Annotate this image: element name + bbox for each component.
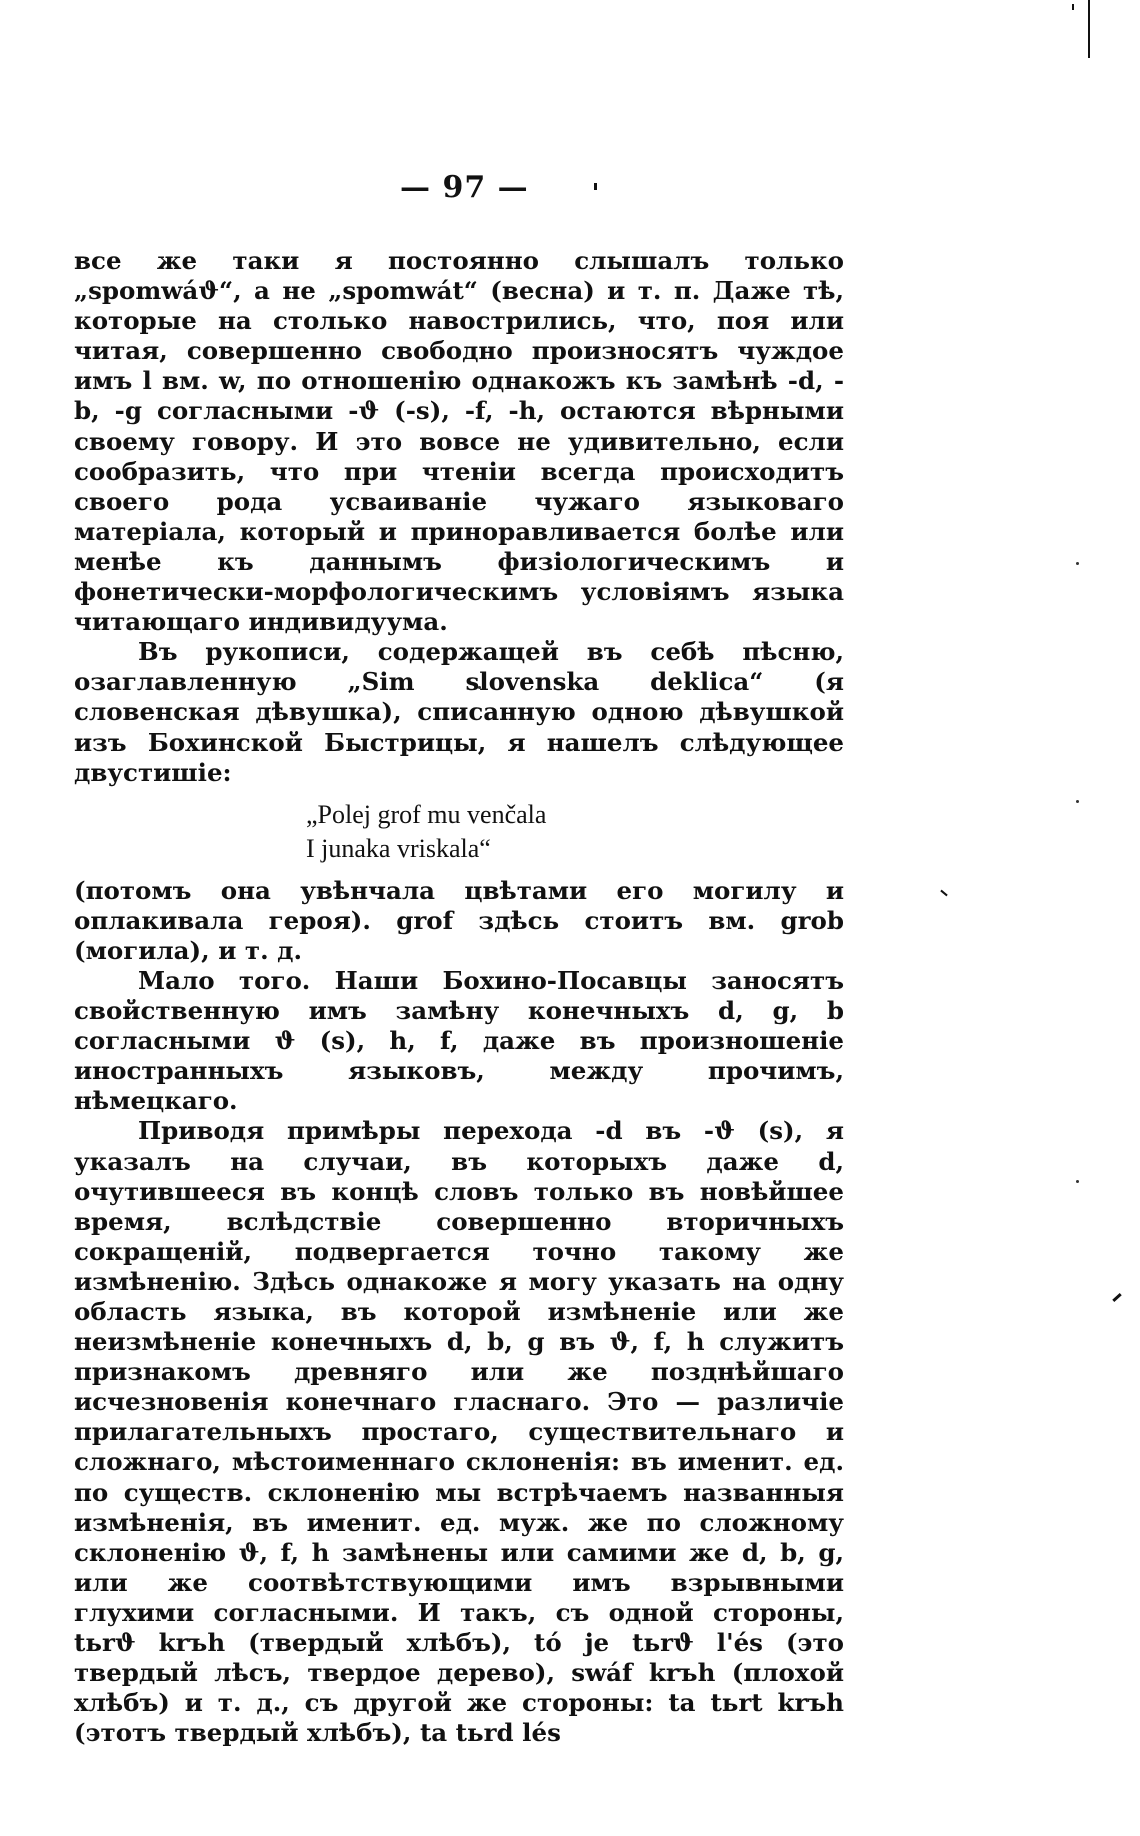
scan-speck: [1076, 1180, 1079, 1183]
paragraph: Въ рукописи, содержащей въ себѣ пѣсню, озаглавленную „Sim slovenska deklica“ (я словенская дѣвушка), списанную одною дѣвушкой изъ Бохинской Быстрицы, я нашелъ слѣдующее двустишіе:: [74, 637, 844, 787]
verse-quote: [306, 798, 844, 866]
paragraph: (потомъ она увѣнчала цвѣтами его могилу и оплакивала героя). grof здѣсь стоитъ вм. grob (могила), и т. д.: [74, 875, 844, 965]
paragraph: Приводя примѣры перехода -d въ -ϑ (s), я указалъ на случаи, въ которыхъ даже d, очутившееся въ концѣ словъ только въ новѣйшее время, вслѣдствіе совершенно вторичныхъ сокращеній, подвергается точно такому же измѣненію. Здѣсь однакоже я могу указать на одну область языка, въ которой измѣненіе или же неизмѣненіе конечныхъ d, b, g въ ϑ, f, h служитъ признакомъ древняго или же позднѣйшаго исчезновенія конечнаго гласнаго. Это — различіе прилагательныхъ простаго, существительнаго и сложнаго, мѣстоименнаго склоненія: въ именит. ед. по существ. склоненію мы встрѣчаемъ названныя измѣненія, въ именит. ед. муж. же по сложному склоненію ϑ, f, h замѣнены или самими же d, b, g, или же соотвѣтствующими имъ взрывными глухими согласными. И такъ, съ одной стороны, tьrϑ krъh (твердый хлѣбъ), tó je tьrϑ l'és (это твердый лѣсъ, твердое дерево), swáf krъh (плохой хлѣбъ) и т. д., съ другой же стороны: ta tьrt krъh (этотъ твердый хлѣбъ), ta tьrd lés: [74, 1116, 844, 1748]
body-text: [74, 246, 844, 1748]
verse-line: I junaka vriskala“: [306, 833, 491, 863]
scan-margin-mark: [1072, 4, 1074, 10]
paragraph: Мало того. Наши Бохино-Посавцы заносятъ свойственную имъ замѣну конечныхъ d, g, b согласными ϑ (s), h, f, даже въ произношеніе иностранныхъ языковъ, между прочимъ, нѣмецкаго.: [74, 965, 844, 1116]
page-number: — 97 —: [400, 170, 529, 205]
paragraph: все же таки я постоянно слышалъ только „spomwáϑ“, а не „spomwát“ (весна) и т. п. Даже тѣ, которые на столько навострились, что, поя или читая, совершенно свободно произносятъ чуждое имъ l вм. w, по отношенію однакожъ къ замѣнѣ -d, -b, -g согласными -ϑ (-s), -f, -h, остаются вѣрными своему говору. И это вовсе не удивительно, если сообразить, что при чтеніи всегда происходитъ своего рода усваиваніе чужаго языковаго матеріала, который и приноравливается болѣе или менѣе къ даннымъ физіологическимъ и фонетически-морфологическимъ условіямъ языка читающаго индивидуума.: [74, 246, 844, 637]
scan-speck: [1076, 800, 1079, 803]
scan-margin-mark: [1112, 1293, 1121, 1302]
verse-line: „Polej grof mu venčala: [306, 799, 547, 829]
scan-speck: [1076, 562, 1079, 565]
scan-speck: [940, 890, 947, 897]
scan-margin-mark: [1088, 0, 1090, 58]
